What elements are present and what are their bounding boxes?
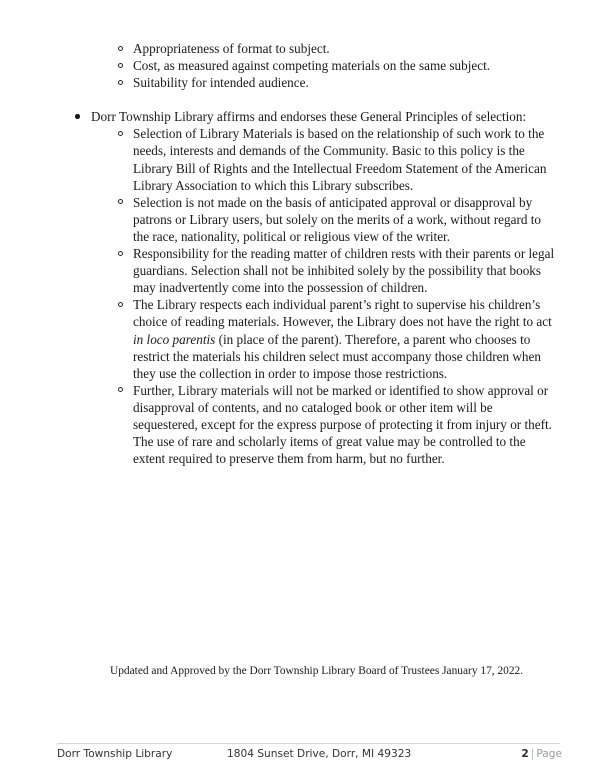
general-principles-list xyxy=(57,108,559,125)
list-item xyxy=(57,108,559,125)
list-item-text: Appropriateness of format to subject. xyxy=(133,41,330,56)
hollow-circle-bullet-icon xyxy=(118,251,123,256)
document-body xyxy=(57,40,559,467)
page-number: 2 xyxy=(521,748,529,760)
general-principles-heading: Dorr Township Library affirms and endorses these General Principles of selection: xyxy=(91,109,527,125)
list-item-text-part-after: (in place of the parent). Therefore, a parent who chooses to restrict the materials his children select must accompany those children when they use the collection in order to impose those restrictions. xyxy=(133,331,541,381)
approval-statement: Updated and Approved by the Dorr Township Library Board of Trustees January 17, 2022. xyxy=(110,665,524,677)
list-item xyxy=(57,245,559,296)
criteria-list xyxy=(57,40,559,91)
footer-divider xyxy=(57,743,560,744)
page-footer xyxy=(57,748,562,768)
list-item-text-part-before: The Library respects each individual parent’s right to supervise his children’s choice of reading materials. However, the Library does not have the right to act xyxy=(133,297,552,330)
page-label: Page xyxy=(536,748,562,760)
hollow-circle-bullet-icon xyxy=(118,199,123,204)
list-item-text: Further, Library materials will not be marked or identified to show approval or disapproval of contents, and no cataloged book or other item will be sequestered, except for the express purpose of protecting it from injury or theft. The use of rare and scholarly items of great value may be controlled to the extent required to preserve them from harm, but no further. xyxy=(133,382,552,467)
hollow-circle-bullet-icon xyxy=(118,63,123,68)
filled-disc-bullet-icon xyxy=(75,114,80,119)
footer-page-indicator xyxy=(521,748,562,760)
list-item-text: Suitability for intended audience. xyxy=(133,75,309,91)
hollow-circle-bullet-icon xyxy=(118,387,123,392)
footer-address: 1804 Sunset Drive, Dorr, MI 49323 xyxy=(227,748,412,760)
hollow-circle-bullet-icon xyxy=(118,131,123,136)
footer-organization-name: Dorr Township Library xyxy=(57,748,173,760)
list-item xyxy=(57,57,559,74)
list-item xyxy=(57,194,559,245)
list-item xyxy=(57,296,559,381)
list-item-text: Responsibility for the reading matter of children rests with their parents or legal guardians. Selection shall not be inhibited solely by the possibility that books may inadvertently come into the possession of children. xyxy=(133,246,555,296)
list-item-text-italic: in loco parentis xyxy=(133,331,216,347)
list-item-text: Selection is not made on the basis of anticipated approval or disapproval by patrons or Library users, but solely on the merits of a work, without regard to the race, nationality, political or religious view of the writer. xyxy=(133,194,541,244)
list-item xyxy=(57,40,559,57)
list-item-text: Selection of Library Materials is based on the relationship of such work to the needs, interests and demands of the Community. Basic to this policy is the Library Bill of Rights and the Intellectual Freedom Statement of the American Library Association to which this Library subscribes. xyxy=(133,126,547,193)
list-item xyxy=(57,125,559,193)
paragraph-spacer xyxy=(57,91,559,108)
list-item xyxy=(57,382,559,467)
page-separator: | xyxy=(530,748,535,760)
list-item-text: Cost, as measured against competing materials on the same subject. xyxy=(133,58,491,74)
hollow-circle-bullet-icon xyxy=(118,80,123,85)
hollow-circle-bullet-icon xyxy=(118,46,123,51)
list-item xyxy=(57,74,559,91)
hollow-circle-bullet-icon xyxy=(118,302,123,307)
principles-sublist xyxy=(57,125,559,467)
